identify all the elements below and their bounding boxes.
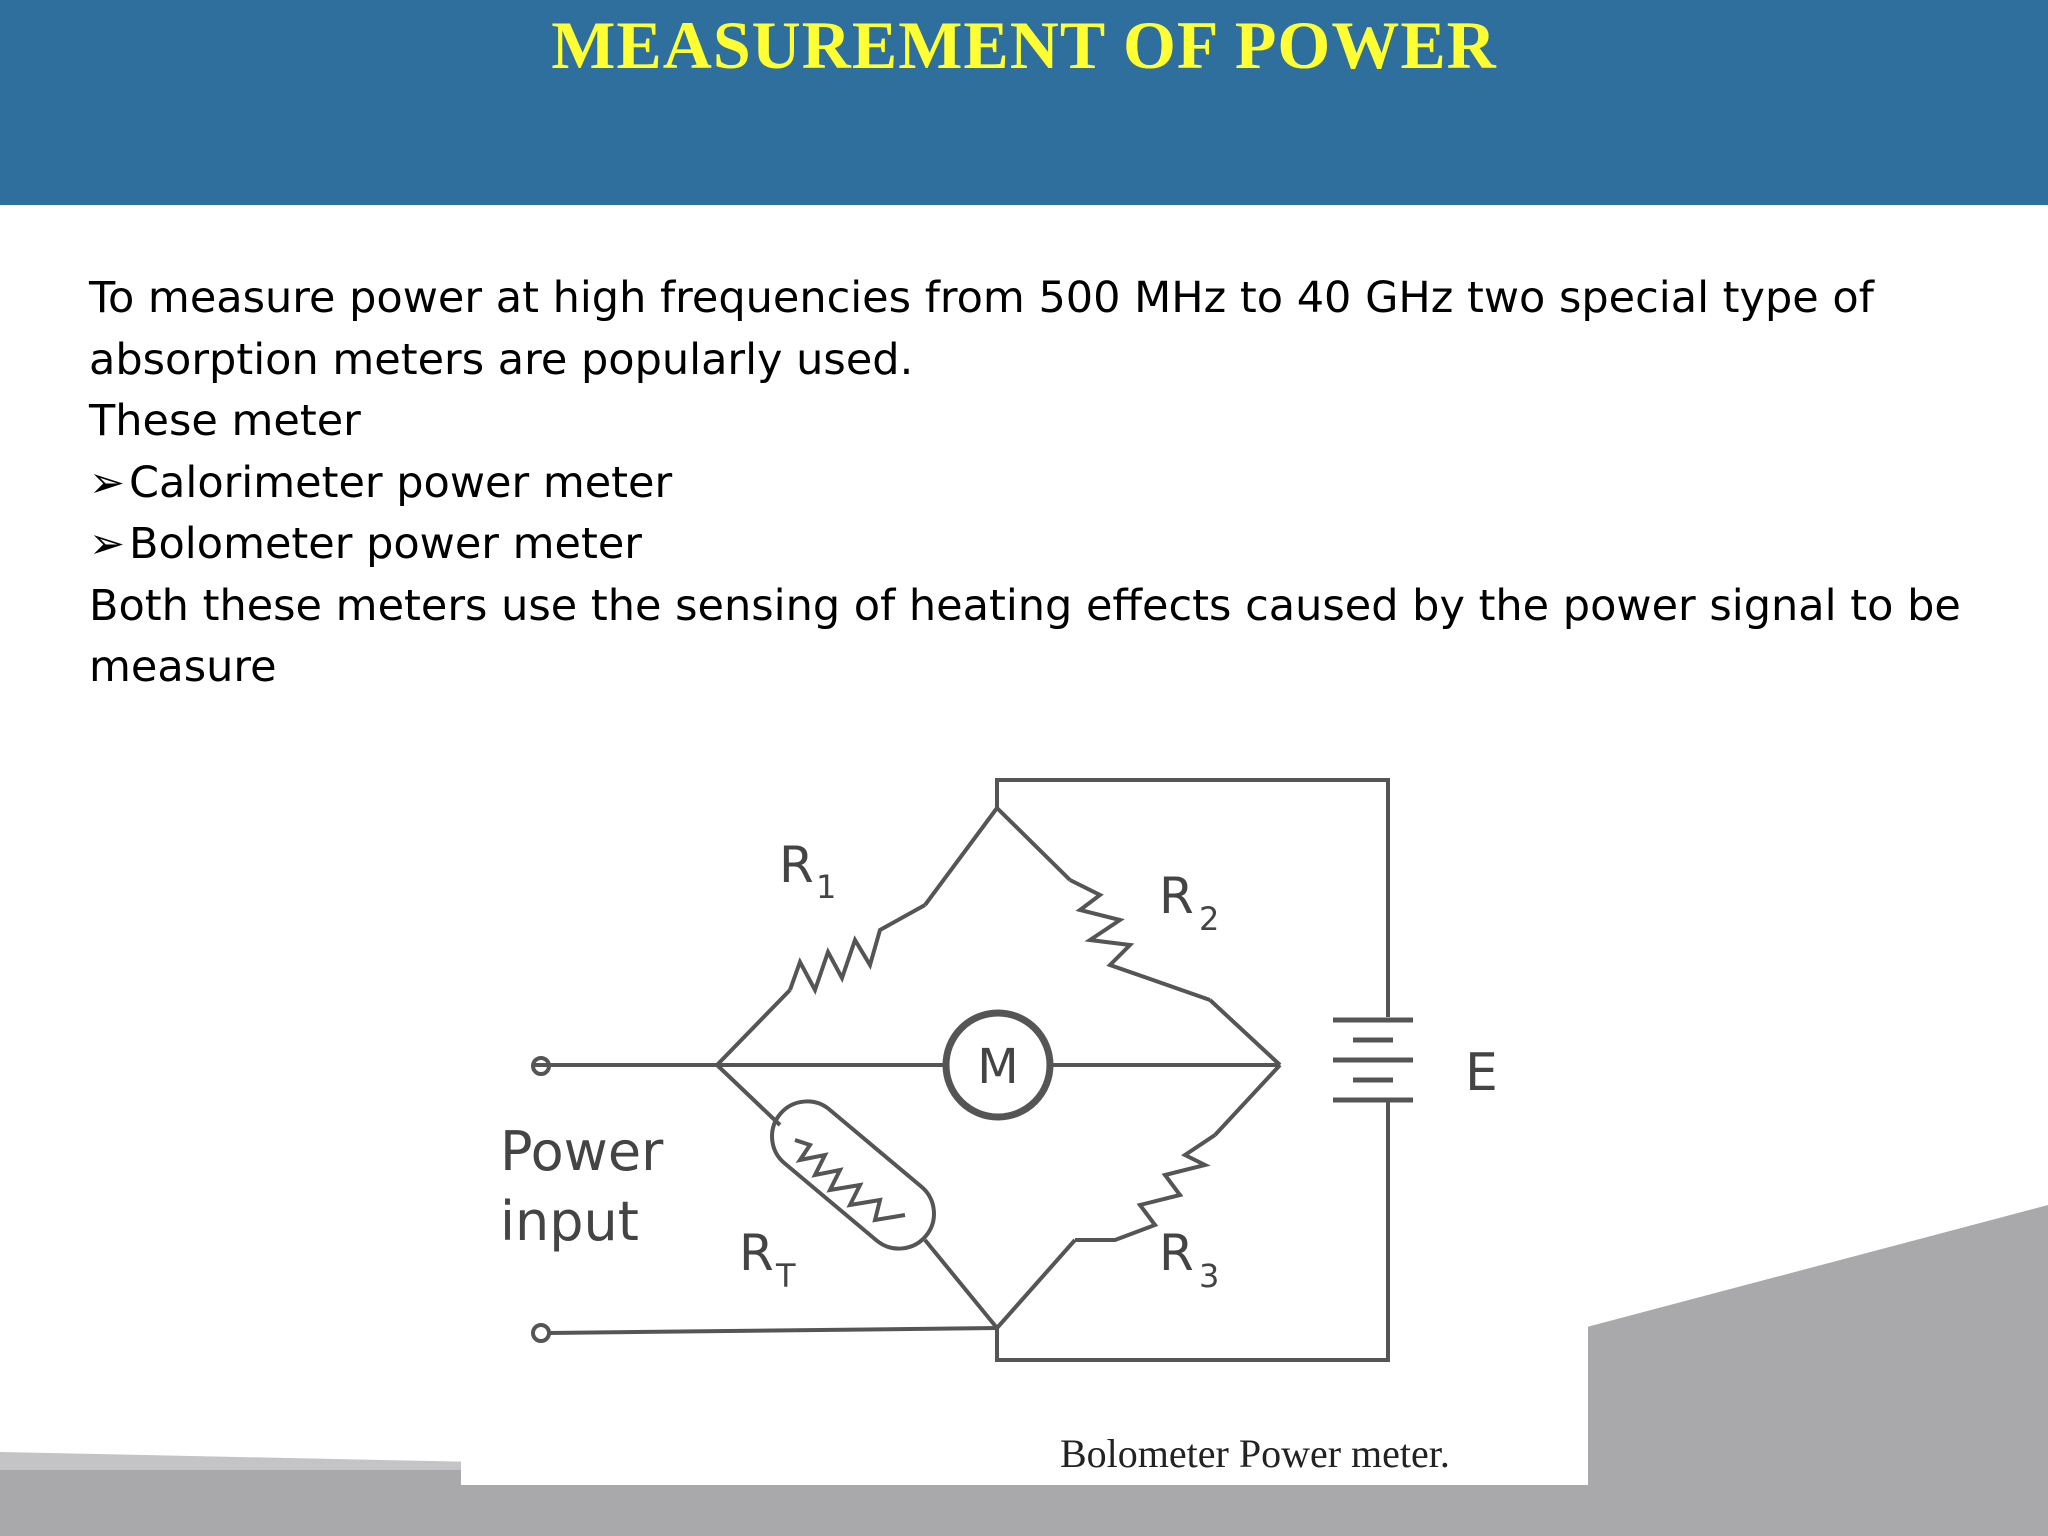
resistor-r3-icon (1075, 1135, 1215, 1240)
battery-icon (1333, 1020, 1413, 1100)
thermistor-rt-icon (758, 1087, 949, 1263)
r2-subscript: 2 (1199, 900, 1220, 938)
both-paragraph: Both these meters use the sensing of heating effects caused by the power signal to be measure (89, 580, 1961, 692)
r1-label: R (779, 836, 814, 894)
rt-label: R (739, 1224, 774, 1282)
power-input-label-line1: Power (500, 1120, 664, 1183)
figure-caption: Bolometer Power meter. (1060, 1431, 1450, 1476)
r3-subscript: 3 (1199, 1257, 1220, 1295)
resistor-r1-icon (790, 905, 925, 990)
battery-label: E (1465, 1043, 1498, 1103)
these-meter-line: These meter (89, 396, 361, 446)
slide-title: MEASUREMENT OF POWER (551, 7, 1497, 83)
list-item-label: Bolometer power meter (129, 519, 642, 569)
meter-label: M (977, 1039, 1019, 1095)
r2-label: R (1159, 867, 1194, 925)
arrow-bullet-icon: ➢ (89, 457, 126, 508)
r1-subscript: 1 (816, 868, 837, 906)
intro-paragraph: To measure power at high frequencies from 500 MHz to 40 GHz two special type of absorption meters are popularly used. (89, 273, 1874, 385)
rt-subscript: T (776, 1257, 796, 1295)
r3-label: R (1159, 1224, 1194, 1282)
power-input-label-line2: input (500, 1190, 639, 1253)
list-item-label: Calorimeter power meter (129, 457, 673, 508)
arrow-bullet-icon: ➢ (89, 519, 126, 569)
